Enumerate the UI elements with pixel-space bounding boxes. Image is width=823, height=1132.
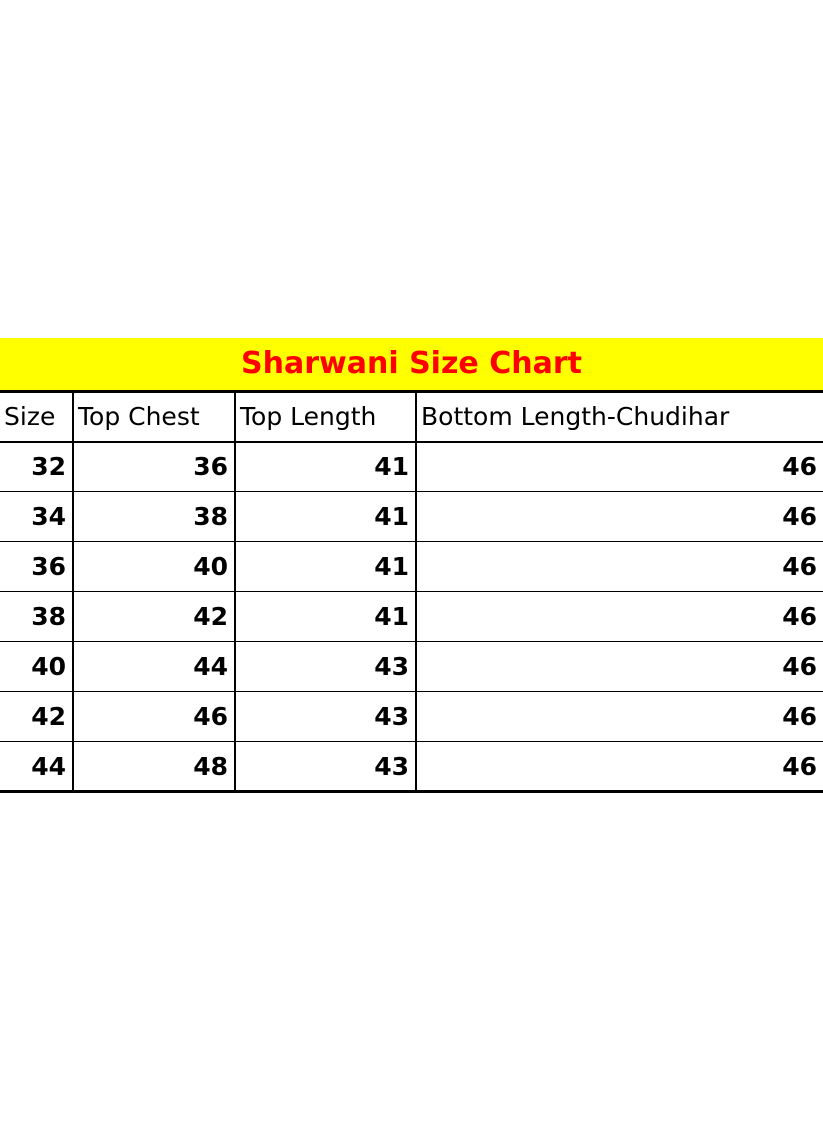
table-row	[0, 492, 823, 542]
cell-top-chest: 38	[73, 492, 235, 542]
cell-size: 36	[0, 542, 73, 592]
cell-bottom-length: 46	[416, 592, 823, 642]
table-row	[0, 592, 823, 642]
size-chart-table	[0, 390, 823, 793]
cell-top-length: 41	[235, 492, 416, 542]
cell-top-chest: 42	[73, 592, 235, 642]
cell-size: 34	[0, 492, 73, 542]
cell-top-chest: 36	[73, 442, 235, 492]
table-body	[0, 442, 823, 792]
cell-top-chest: 46	[73, 692, 235, 742]
cell-top-length: 43	[235, 692, 416, 742]
cell-top-chest: 40	[73, 542, 235, 592]
cell-bottom-length: 46	[416, 442, 823, 492]
page-title: Sharwani Size Chart	[0, 338, 823, 390]
cell-bottom-length: 46	[416, 692, 823, 742]
cell-size: 38	[0, 592, 73, 642]
cell-bottom-length: 46	[416, 542, 823, 592]
cell-top-length: 43	[235, 742, 416, 792]
cell-top-length: 41	[235, 442, 416, 492]
cell-size: 32	[0, 442, 73, 492]
cell-bottom-length: 46	[416, 642, 823, 692]
cell-top-length: 41	[235, 592, 416, 642]
table-row	[0, 692, 823, 742]
cell-top-length: 41	[235, 542, 416, 592]
cell-size: 42	[0, 692, 73, 742]
table-header	[0, 392, 823, 442]
column-header-top-chest: Top Chest	[73, 392, 235, 442]
table-header-row	[0, 392, 823, 442]
table-row	[0, 442, 823, 492]
table-row	[0, 742, 823, 792]
cell-bottom-length: 46	[782, 751, 817, 781]
cell-top-length: 43	[235, 642, 416, 692]
cell-bottom-length: 46	[416, 492, 823, 542]
column-header-size: Size	[0, 392, 73, 442]
cell-size: 44	[0, 742, 73, 792]
column-header-top-length: Top Length	[235, 392, 416, 442]
table-row	[0, 542, 823, 592]
cell-top-chest: 48	[73, 742, 235, 792]
table-row	[0, 642, 823, 692]
cell-size: 40	[0, 642, 73, 692]
column-header-bottom-length: Bottom Length-Chudihar	[416, 392, 823, 442]
cell-top-chest: 44	[73, 642, 235, 692]
size-chart	[0, 338, 823, 793]
